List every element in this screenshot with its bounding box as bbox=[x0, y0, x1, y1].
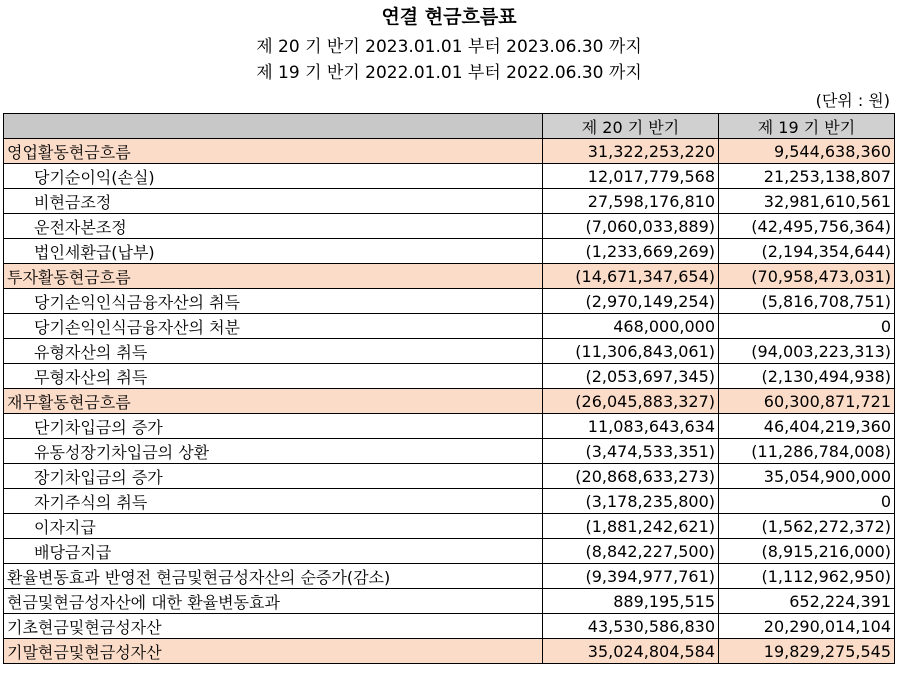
previous-period-value: 60,300,871,721 bbox=[719, 389, 895, 414]
table-row bbox=[4, 264, 895, 289]
previous-period-value: 0 bbox=[719, 314, 895, 339]
previous-period-value: (11,286,784,008) bbox=[719, 439, 895, 464]
table-row bbox=[4, 289, 895, 314]
row-label: 기말현금및현금성자산 bbox=[4, 639, 543, 664]
current-period-value: 889,195,515 bbox=[543, 589, 719, 614]
period-previous: 제 19 기 반기 2022.01.01 부터 2022.06.30 까지 bbox=[256, 63, 642, 83]
table-row bbox=[4, 339, 895, 364]
row-label: 배당금지급 bbox=[4, 539, 543, 564]
table-row bbox=[4, 539, 895, 564]
row-label: 당기순이익(손실) bbox=[4, 164, 543, 189]
previous-period-value: 19,829,275,545 bbox=[719, 639, 895, 664]
previous-period-value: (2,194,354,644) bbox=[719, 239, 895, 264]
row-label: 환율변동효과 반영전 현금및현금성자산의 순증가(감소) bbox=[4, 564, 543, 589]
current-period-value: (3,474,533,351) bbox=[543, 439, 719, 464]
row-label: 법인세환급(납부) bbox=[4, 239, 543, 264]
header-previous-period: 제 19 기 반기 bbox=[719, 114, 895, 139]
cash-flow-table bbox=[3, 113, 895, 664]
period-current: 제 20 기 반기 2023.01.01 부터 2023.06.30 까지 bbox=[256, 37, 642, 57]
row-label: 영업활동현금흐름 bbox=[4, 139, 543, 164]
table-row bbox=[4, 314, 895, 339]
current-period-value: 27,598,176,810 bbox=[543, 189, 719, 214]
table-row bbox=[4, 139, 895, 164]
header-item-column bbox=[4, 114, 543, 139]
current-period-value: (2,970,149,254) bbox=[543, 289, 719, 314]
table-row bbox=[4, 514, 895, 539]
table-row bbox=[4, 489, 895, 514]
previous-period-value: 652,224,391 bbox=[719, 589, 895, 614]
table-row bbox=[4, 364, 895, 389]
previous-period-value: 35,054,900,000 bbox=[719, 464, 895, 489]
current-period-value: (1,881,242,621) bbox=[543, 514, 719, 539]
row-label: 기초현금및현금성자산 bbox=[4, 614, 543, 639]
row-label: 비현금조정 bbox=[4, 189, 543, 214]
previous-period-value: (70,958,473,031) bbox=[719, 264, 895, 289]
row-label: 현금및현금성자산에 대한 환율변동효과 bbox=[4, 589, 543, 614]
current-period-value: 11,083,643,634 bbox=[543, 414, 719, 439]
current-period-value: (26,045,883,327) bbox=[543, 389, 719, 414]
previous-period-value: 32,981,610,561 bbox=[719, 189, 895, 214]
current-period-value: (20,868,633,273) bbox=[543, 464, 719, 489]
table-row bbox=[4, 564, 895, 589]
current-period-value: (1,233,669,269) bbox=[543, 239, 719, 264]
table-row bbox=[4, 439, 895, 464]
row-label: 당기손익인식금융자산의 처분 bbox=[4, 314, 543, 339]
current-period-value: (2,053,697,345) bbox=[543, 364, 719, 389]
previous-period-value: (1,562,272,372) bbox=[719, 514, 895, 539]
table-row bbox=[4, 464, 895, 489]
table-row bbox=[4, 239, 895, 264]
current-period-value: 468,000,000 bbox=[543, 314, 719, 339]
row-label: 단기차입금의 증가 bbox=[4, 414, 543, 439]
row-label: 무형자산의 취득 bbox=[4, 364, 543, 389]
current-period-value: (9,394,977,761) bbox=[543, 564, 719, 589]
table-row bbox=[4, 389, 895, 414]
table-header-row bbox=[4, 114, 895, 139]
previous-period-value: (1,112,962,950) bbox=[719, 564, 895, 589]
row-label: 장기차입금의 증가 bbox=[4, 464, 543, 489]
table-row bbox=[4, 414, 895, 439]
header-current-period: 제 20 기 반기 bbox=[543, 114, 719, 139]
table-row bbox=[4, 189, 895, 214]
row-label: 운전자본조정 bbox=[4, 214, 543, 239]
previous-period-value: (94,003,223,313) bbox=[719, 339, 895, 364]
row-label: 투자활동현금흐름 bbox=[4, 264, 543, 289]
current-period-value: (11,306,843,061) bbox=[543, 339, 719, 364]
current-period-value: 31,322,253,220 bbox=[543, 139, 719, 164]
row-label: 당기손익인식금융자산의 취득 bbox=[4, 289, 543, 314]
row-label: 유형자산의 취득 bbox=[4, 339, 543, 364]
row-label: 이자지급 bbox=[4, 514, 543, 539]
previous-period-value: 0 bbox=[719, 489, 895, 514]
previous-period-value: 21,253,138,807 bbox=[719, 164, 895, 189]
table-row bbox=[4, 614, 895, 639]
current-period-value: (14,671,347,654) bbox=[543, 264, 719, 289]
previous-period-value: 20,290,014,104 bbox=[719, 614, 895, 639]
current-period-value: (3,178,235,800) bbox=[543, 489, 719, 514]
previous-period-value: (5,816,708,751) bbox=[719, 289, 895, 314]
current-period-value: 35,024,804,584 bbox=[543, 639, 719, 664]
previous-period-value: 46,404,219,360 bbox=[719, 414, 895, 439]
current-period-value: (8,842,227,500) bbox=[543, 539, 719, 564]
statement-title: 연결 현금흐름표 bbox=[381, 6, 517, 28]
current-period-value: 43,530,586,830 bbox=[543, 614, 719, 639]
row-label: 자기주식의 취득 bbox=[4, 489, 543, 514]
previous-period-value: (8,915,216,000) bbox=[719, 539, 895, 564]
table-row bbox=[4, 639, 895, 664]
current-period-value: 12,017,779,568 bbox=[543, 164, 719, 189]
row-label: 재무활동현금흐름 bbox=[4, 389, 543, 414]
row-label: 유동성장기차입금의 상환 bbox=[4, 439, 543, 464]
table-row bbox=[4, 589, 895, 614]
table-row bbox=[4, 214, 895, 239]
previous-period-value: 9,544,638,360 bbox=[719, 139, 895, 164]
previous-period-value: (42,495,756,364) bbox=[719, 214, 895, 239]
unit-label: (단위 : 원) bbox=[815, 91, 890, 110]
current-period-value: (7,060,033,889) bbox=[543, 214, 719, 239]
table-body bbox=[4, 139, 895, 664]
table-row bbox=[4, 164, 895, 189]
previous-period-value: (2,130,494,938) bbox=[719, 364, 895, 389]
